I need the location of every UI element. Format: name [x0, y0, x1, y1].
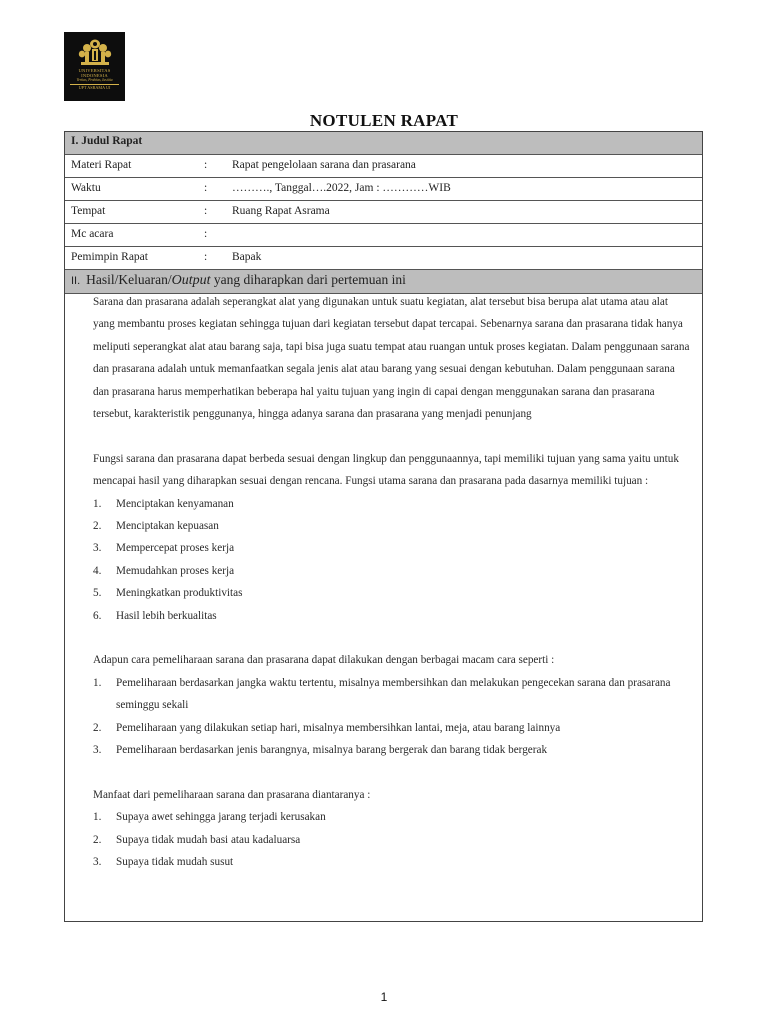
- row-label: Tempat: [71, 205, 106, 217]
- list-text: Pemeliharaan berdasarkan jenis barangnya, misalnya barang bergerak dan barang tidak bergerak: [116, 744, 548, 757]
- list-text: Supaya tidak mudah susut: [116, 856, 234, 869]
- section2-heading-em: Output: [171, 273, 211, 288]
- table-row: [65, 224, 702, 247]
- list-text: Supaya awet sehingga jarang terjadi kerusakan: [116, 811, 326, 824]
- row-value: Bapak: [232, 251, 262, 263]
- list-number: 2.: [93, 833, 102, 846]
- row-colon: :: [204, 205, 208, 217]
- list-number: 1.: [93, 497, 102, 510]
- row-colon: :: [204, 251, 208, 263]
- row-colon: :: [204, 228, 208, 240]
- table-row: [65, 178, 702, 201]
- list-item: [93, 672, 691, 717]
- list-number: 5.: [93, 587, 102, 600]
- makara-emblem-icon: [77, 38, 113, 68]
- list-item: [93, 806, 691, 828]
- table-row: [65, 201, 702, 224]
- list-number: 2.: [93, 520, 102, 533]
- logo-unit: UPT ASRAMA UI: [70, 84, 119, 90]
- page-number: 1: [380, 990, 388, 1004]
- section1-header: [65, 132, 702, 155]
- list-number: 2.: [93, 721, 102, 734]
- paragraph-manfaat: Manfaat dari pemeliharaan sarana dan prasarana diantaranya :: [93, 788, 371, 801]
- list-text: Memudahkan proses kerja: [116, 564, 235, 577]
- section2-heading: [71, 272, 406, 289]
- list-number: 4.: [93, 564, 102, 577]
- section2-heading-a: Hasil/Keluaran/: [86, 272, 172, 287]
- row-label: Waktu: [71, 182, 101, 194]
- logo-name-line1: UNIVERSITAS: [78, 68, 111, 73]
- list-text: Hasil lebih berkualitas: [116, 609, 217, 622]
- list-item: [93, 851, 691, 873]
- row-label: Materi Rapat: [71, 159, 132, 171]
- row-value: Ruang Rapat Asrama: [232, 205, 330, 217]
- list-text: Pemeliharaan berdasarkan jangka waktu tertentu, misalnya membersihkan dan melakukan pengecekan sarana dan prasarana seminggu sekali: [116, 676, 671, 712]
- section2-heading-b: yang diharapkan dari pertemuan ini: [210, 272, 406, 287]
- list-text: Meningkatkan produktivitas: [116, 587, 243, 600]
- list-text: Pemeliharaan yang dilakukan setiap hari, misalnya membersihkan lantai, meja, atau barang lainnya: [116, 721, 561, 734]
- list-text: Mempercepat proses kerja: [116, 542, 235, 555]
- list-item: [93, 739, 691, 761]
- table-row: [65, 155, 702, 178]
- list-number: 3.: [93, 856, 102, 869]
- section1-heading: I. Judul Rapat: [71, 135, 143, 147]
- list-item: [93, 515, 691, 537]
- row-value: ………., Tanggal….2022, Jam : …………WIB: [232, 182, 451, 194]
- list-number: 1.: [93, 811, 102, 824]
- list-text: Menciptakan kepuasan: [116, 520, 219, 533]
- university-logo: [64, 32, 125, 101]
- list-item: [93, 717, 691, 739]
- section2-body: [93, 291, 691, 874]
- list-item: [93, 493, 691, 515]
- table-row: [65, 247, 702, 270]
- row-label: Pemimpin Rapat: [71, 251, 148, 263]
- paragraph-fungsi: Fungsi sarana dan prasarana dapat berbeda sesuai dengan lingkup dan penggunaannya, tapi memiliki tujuan yang sama yaitu untuk mencapai hasil yang diharapkan sesuai dengan rencana. Fungsi utama sarana dan prasarana pada dasarnya memiliki tujuan :: [93, 452, 679, 488]
- document-title: NOTULEN RAPAT: [309, 111, 459, 130]
- list-number: 1.: [93, 676, 102, 689]
- row-value: Rapat pengelolaan sarana dan prasarana: [232, 159, 416, 171]
- section2-number: II.: [71, 275, 81, 287]
- paragraph-intro: Sarana dan prasarana adalah seperangkat alat yang digunakan untuk suatu kegiatan, alat tersebut bisa berupa alat utama atau alat yang membantu proses kegiatan sehingga tujuan dari kegiatan tersebut dapat tercapai. Sebenarnya sarana dan prasarana tidak hanya meliputi seperangkat alat atau barang saja, tapi bisa juga suatu tempat atau ruangan untuk proses kegiatan. Dalam penggunaan sarana dan prasarana adalah untuk memanfaatkan segala jenis alat atau barang yang sesuai dengan kebutuhan. Dalam penggunaan sarana dan prasarana harus memperhatikan beberapa hal yaitu tujuan yang ingin di capai dengan menggunakan sarana dan prasarana tersebut, karakteristik penggunanya, hingga adanya sarana dan prasarana yang menjadi penunjang: [93, 296, 690, 421]
- list-item: [93, 829, 691, 851]
- list-item: [93, 605, 691, 627]
- list-text: Menciptakan kenyamanan: [116, 497, 234, 510]
- list-number: 6.: [93, 609, 102, 622]
- list-item: [93, 537, 691, 559]
- paragraph-pemeliharaan: Adapun cara pemeliharaan sarana dan prasarana dapat dilakukan dengan berbagai macam cara seperti :: [93, 654, 555, 667]
- row-colon: :: [204, 159, 208, 171]
- row-colon: :: [204, 182, 208, 194]
- list-text: Supaya tidak mudah basi atau kadaluarsa: [116, 833, 301, 846]
- list-number: 3.: [93, 542, 102, 555]
- list-number: 3.: [93, 744, 102, 757]
- list-item: [93, 582, 691, 604]
- logo-name-line2: INDONESIA: [81, 73, 108, 78]
- minutes-table: [64, 131, 703, 922]
- logo-motto: Veritas, Probitas, Iustitia: [76, 78, 113, 82]
- row-label: Mc acara: [71, 228, 114, 240]
- list-item: [93, 560, 691, 582]
